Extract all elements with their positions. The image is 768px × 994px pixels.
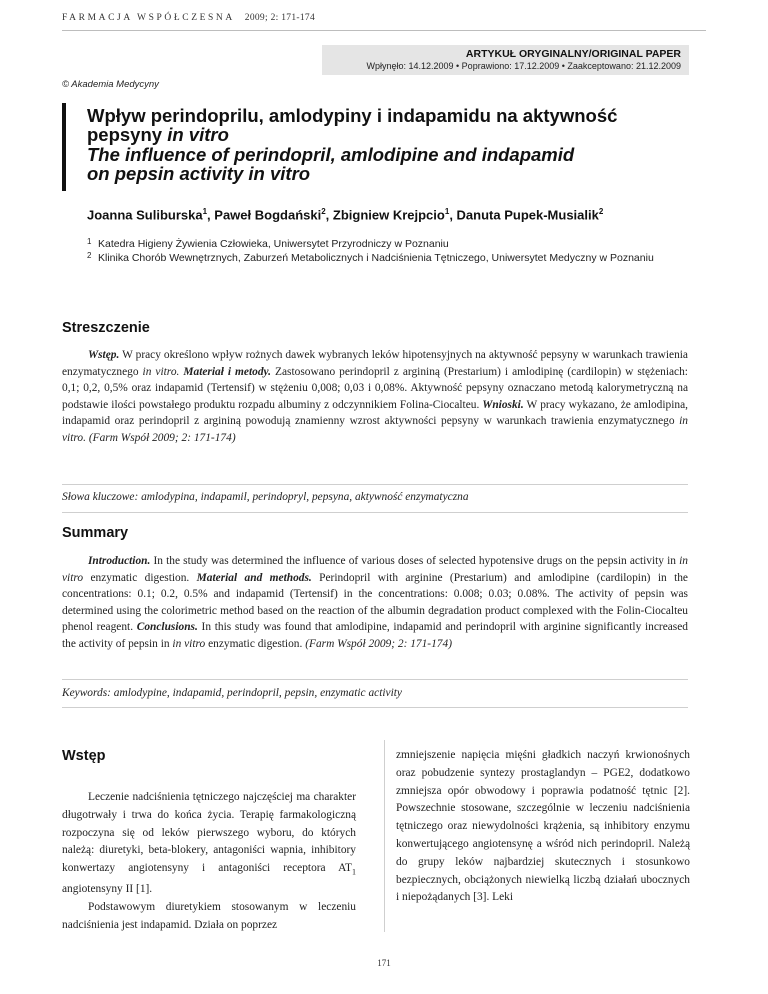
body-paragraph (62, 789, 356, 899)
keywords-pl: Słowa kluczowe: amlodypina, indapamil, perindopryl, pepsyna, aktywność enzymatyczna (62, 491, 469, 503)
abstract-en-text (62, 553, 688, 652)
citation: (Farm Współ 2009; 2: 171-174) (305, 637, 452, 650)
italic-in-vitro: in vitro (172, 637, 206, 650)
title-pl-line1: Wpływ perindoprilu, amlodypiny i indapamidu na aktywność (87, 105, 618, 126)
body-text-span: Podstawowym diuretykiem stosowanym w leczeniu nadciśnienia jest indapamid. Działa on poprzez (62, 901, 356, 931)
author-aff: 2 (321, 207, 326, 216)
affiliation-number: 1 (87, 237, 92, 246)
author-name: Danuta Pupek-Musialik (456, 207, 599, 223)
abstract-pl-intro: W pracy określono wpływ rożnych dawek wybranych leków hipotensyjnych na aktywność pepsyny w warunkach trawienia enzymatycznego (62, 349, 688, 378)
label-material: Materiał i metody. (179, 365, 272, 378)
abstract-en-heading: Summary (62, 525, 129, 541)
label-wstep: Wstęp. (88, 349, 120, 361)
copyright: © Akademia Medycyny (62, 79, 159, 90)
label-wnioski: Wnioski. (479, 398, 524, 411)
keywords-en: Keywords: amlodypine, indapamid, perindopril, pepsin, enzymatic activity (62, 687, 402, 699)
title-english (87, 145, 687, 183)
italic-in-vitro: in vitro (62, 555, 688, 584)
affiliation-number: 2 (87, 251, 92, 260)
label-conclusions: Conclusions. (133, 621, 198, 633)
article-type-badge (322, 45, 689, 75)
author-name: Paweł Bogdański (214, 207, 322, 223)
label-introduction: Introduction. (88, 555, 151, 567)
affiliation-text: Klinika Chorób Wewnętrznych, Zaburzeń Metabolicznych i Nadciśnienia Tętniczego, Uniwersytet Medyczny w Poznaniu (98, 252, 654, 264)
abstract-en-intro: In the study was determined the influence of various doses of selected hypotensive drugs on the pepsin activity in (150, 555, 680, 567)
title-accent-bar (62, 103, 66, 191)
header-rule (62, 30, 706, 31)
body-text-span: Leczenie nadciśnienia tętniczego najczęściej ma charakter długotrwały i trwa do końca życia. Terapię farmakologiczną rozpoczyna się od leków pierwszego wyboru, do których należą: diuretyki, beta-blokery, antagoniści wapnia, inhibitory konwertazy angiotensyny i antagoniści receptora AT (62, 791, 356, 875)
abstract-pl-conclusions: W pracy wykazano, że amlodipina, indapamid oraz perindopril z argininą powodują znamienny wzrost aktywności pepsyny w warunkach trawienia enzymatycznego (62, 398, 688, 427)
authors: Joanna Suliburska$^1$, Paweł Bogdański$^2$, Zbigniew Krejpcio$^1$, Danuta Pupek-Musialik$^2$ (87, 207, 604, 223)
body-column-right (396, 747, 690, 907)
abstract-en-conclusions-end: enzymatic digestion. (205, 637, 306, 650)
author-aff: 1 (202, 207, 208, 216)
section-heading-wstep: Wstęp (62, 748, 106, 764)
divider (62, 512, 688, 513)
abstract-en-conclusions: In this study was found that amlodipine, indapamid and perindopril with arginine significantly increased the activity of pepsin in (62, 621, 688, 650)
body-text-span: angiotensyny II [1]. (62, 883, 153, 896)
author-aff: 1 (444, 207, 450, 216)
body-column-left (62, 789, 356, 935)
author-name: Zbigniew Krejpcio (332, 207, 445, 223)
subscript: 1 (352, 867, 356, 877)
article-dates: Wpłynęło: 14.12.2009 • Poprawiono: 17.12.2009 • Zaakceptowano: 21.12.2009 (366, 61, 681, 71)
divider (62, 707, 688, 708)
italic-in-vitro: in vitro. (142, 365, 180, 378)
title-pl-italic: in vitro (167, 124, 229, 145)
abstract-pl-text (62, 347, 688, 446)
page-number: 171 (377, 958, 391, 968)
abstract-pl-heading: Streszczenie (62, 320, 150, 336)
abstract-en-methods: Perindopril with arginine (Prestarium) and amlodipine (cardilopin) in the concentrations: 0.1; 0.2, 0.5% and indapamid (Tertensif) in the concentrations: 0.008; 0.03; 0.08%. The activity of pepsin was determined using the colorimetric method based on the reaction of the albumin degradation product complexed with the Folin-Ciocalteu phenol reagent. (62, 571, 688, 633)
citation: (Farm Współ 2009; 2: 171-174) (88, 431, 236, 444)
body-paragraph (62, 899, 356, 935)
divider (62, 679, 688, 680)
column-divider (384, 740, 385, 932)
affiliation (87, 237, 687, 251)
journal-name: FARMACJA WSPÓŁCZESNA (62, 13, 235, 23)
author-aff: 2 (598, 207, 604, 216)
journal-volume: 2009; 2: 171-174 (244, 13, 316, 23)
italic-in-vitro: in vitro. (62, 415, 688, 444)
title-polish (87, 106, 687, 144)
title-en-line2: on pepsin activity in vitro (87, 163, 311, 184)
body-paragraph: zmniejszenie napięcia mięśni gładkich naczyń krwionośnych oraz pobudzenie syntezy prostaglandyn – PGE2, dodatkowo zmniejsza opór obwodowy i poprawia podatność tętnic [2]. Powszechnie stosowane, szczególnie w leczeniu nadciśnienia tętniczego oraz niewydolności krążenia, są inhibitory enzymu konwertującego angiotensynę a wśród nich perindopril. Należą do grupy leków najbardziej skutecznych i stosunkowo bezpiecznych, obciążonych niewielką liczbą działań ubocznych i niepożądanych [3]. Leki (396, 749, 690, 904)
title-pl-line2: pepsyny (87, 124, 168, 145)
article-type: ARTYKUŁ ORYGINALNY/ORIGINAL PAPER (465, 48, 681, 60)
running-header (62, 13, 315, 23)
divider (62, 484, 688, 485)
affiliation (87, 251, 687, 265)
title-en-line1: The influence of perindopril, amlodipine and indapamid (87, 144, 575, 165)
author-name: Joanna Suliburska (87, 207, 203, 223)
abstract-en-intro-end: enzymatic digestion. (83, 571, 190, 584)
affiliation-text: Katedra Higieny Żywienia Człowieka, Uniwersytet Przyrodniczy w Poznaniu (98, 238, 449, 250)
abstract-pl-methods: Zastosowano perindopril z argininą (Prestarium) i amlodipinę (cardilopin) w stężeniach: 0,1; 0,2, 0,5% oraz indapamid (Tertensif) w stężeniu 0,008; 0,03 i 0,08%. Aktywność pepsyny oznaczano metodą kalorymetryczną na podstawie ilości powstałego produktu rozpadu albuminy z odczynnikiem Folina-Ciocalteu. (62, 365, 688, 411)
label-material-methods: Material and methods. (189, 571, 312, 584)
